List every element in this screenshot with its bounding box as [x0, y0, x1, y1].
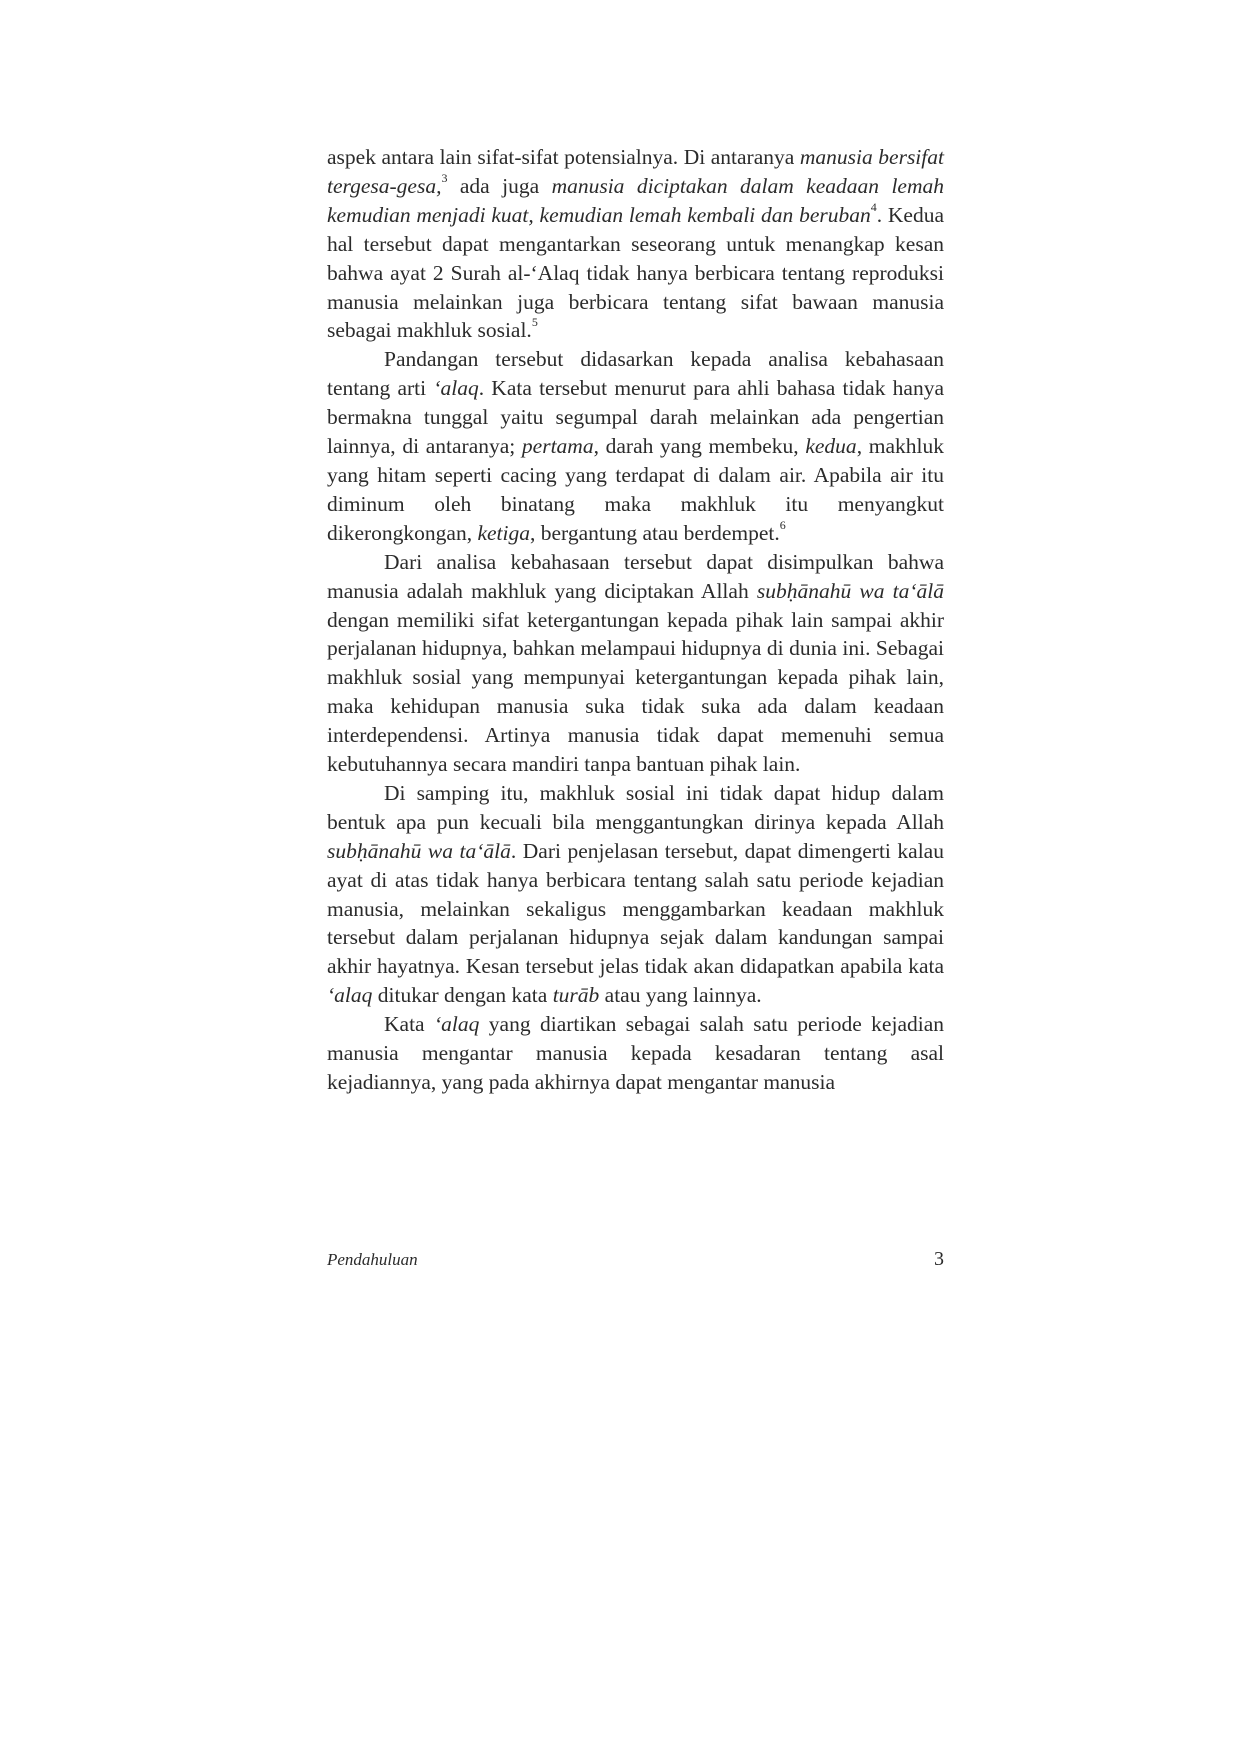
italic-run: ketiga: [477, 520, 531, 545]
text-run: atau yang lainnya.: [599, 983, 762, 1008]
text-run: dengan memiliki sifat ketergantungan kepada pihak lain sampai akhir perjalanan hidupnya, bahkan melampaui hidupnya di dunia ini. Sebagai makhluk sosial yang mempunyai ketergantungan kepada pihak lain, maka kehidupan manusia suka tidak suka ada dalam keadaan interdependensi. Artinya manusia tidak dapat memenuhi semua kebutuhannya secara mandiri tanpa bantuan pihak lain.: [327, 607, 944, 777]
italic-run: subḥānahū wa ta‘ālā: [327, 838, 511, 863]
italic-run: pertama: [521, 434, 594, 459]
italic-run: turāb: [552, 983, 600, 1008]
text-run: yang diartikan sebagai salah satu periode kejadian manusia mengantar manusia kepada kesadaran tentang asal kejadiannya, yang pada akhirnya dapat mengantar manusia: [327, 1012, 944, 1094]
text-run: , makhluk yang hitam seperti cacing yang terdapat di dalam air. Apabila air itu diminum oleh binatang maka makhluk itu menyangkut dikerongkongan,: [327, 434, 944, 545]
italic-run: subḥānahū wa ta‘ālā: [756, 578, 944, 603]
body-text: [327, 143, 944, 1097]
page-footer: [327, 1250, 944, 1274]
paragraph-3: [327, 548, 944, 779]
paragraph-1: [327, 143, 944, 345]
paragraph-5: [327, 1010, 944, 1097]
footnote-ref-3: 3: [441, 170, 448, 185]
italic-run: ,: [436, 173, 442, 198]
text-run: , bergantung atau berdempet.: [530, 520, 780, 545]
paragraph-2: [327, 345, 944, 547]
text-run: , darah yang membeku,: [593, 434, 806, 459]
italic-run: kedua: [805, 434, 857, 459]
italic-run: manusia bersifat tergesa-gesa: [327, 145, 944, 198]
italic-run: ‘alaq: [433, 376, 479, 401]
paragraph-4: [327, 779, 944, 1010]
italic-run: ‘alaq: [434, 1012, 480, 1037]
page-number: 3: [934, 1248, 944, 1270]
text-run: . Kedua hal tersebut dapat mengantarkan seseorang untuk menangkap kesan bahwa ayat 2 Surah al-‘Alaq tidak hanya berbicara tentang reproduksi manusia melainkan juga berbicara tentang sifat bawaan manusia sebagai makhluk sosial.: [327, 202, 944, 343]
text-run: . Dari penjelasan tersebut, dapat dimengerti kalau ayat di atas tidak hanya berbicara tentang salah satu periode kejadian manusia, melainkan sekaligus menggambarkan keadaan makhluk tersebut dalam perjalanan hidupnya sejak dalam kandungan sampai akhir hayatnya. Kesan tersebut jelas tidak akan didapatkan apabila kata: [327, 838, 944, 979]
text-run: . Kata tersebut menurut para ahli bahasa tidak hanya bermakna tunggal yaitu segumpal darah melainkan ada pengertian lainnya, di antaranya;: [327, 376, 944, 459]
text-run: Pandangan tersebut didasarkan kepada analisa kebahasaan tentang arti: [327, 347, 944, 401]
text-run: Kata: [384, 1012, 434, 1037]
running-title: Pendahuluan: [327, 1250, 418, 1269]
text-run: Di samping itu, makhluk sosial ini tidak dapat hidup dalam bentuk apa pun kecuali bila menggantungkan dirinya kepada Allah: [327, 780, 944, 834]
text-run: ditukar dengan kata: [372, 983, 553, 1008]
footnote-ref-6: 6: [779, 517, 786, 532]
footnote-ref-5: 5: [531, 315, 538, 330]
text-run: aspek antara lain sifat-sifat potensialnya. Di antaranya: [327, 145, 800, 169]
italic-run: ‘alaq: [327, 983, 373, 1008]
italic-run: manusia diciptakan dalam keadaan lemah kemudian menjadi kuat, kemudian lemah kembali dan beruban: [327, 173, 944, 227]
text-run: ada juga: [447, 173, 552, 198]
footnote-ref-4: 4: [870, 199, 877, 214]
text-run: Dari analisa kebahasaan tersebut dapat disimpulkan bahwa manusia adalah makhluk yang diciptakan Allah: [327, 549, 944, 603]
